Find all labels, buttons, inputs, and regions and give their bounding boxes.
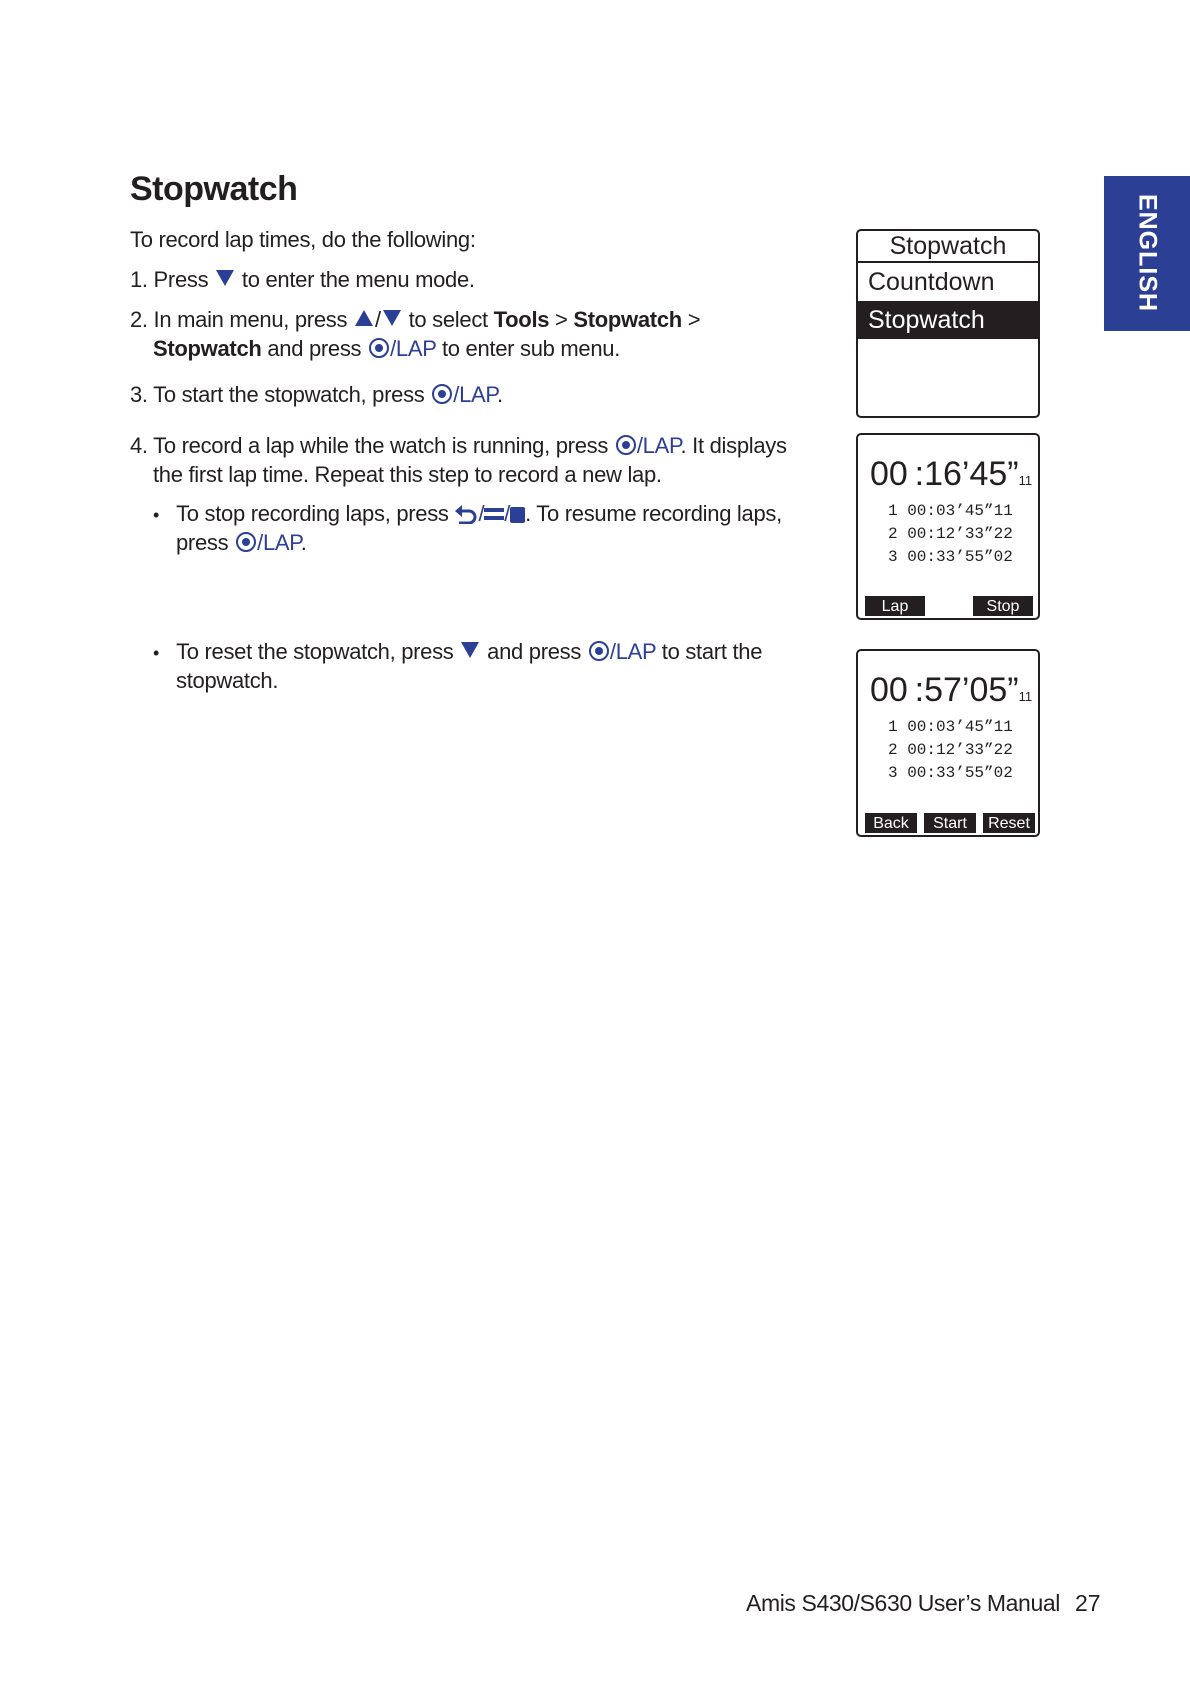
menu-item-stopwatch: Stopwatch [858,301,1038,339]
ok-circle-icon [369,338,389,358]
page-number: 27 [1075,1590,1101,1616]
softkey-stop: Stop [973,596,1033,616]
lap-label: LAP [262,530,301,555]
lap-row: 2 00:12’33”22 [888,525,1013,543]
step-3: 3. To start the stopwatch, press /LAP. [130,382,503,407]
ok-circle-icon [236,532,256,552]
menu-header: Stopwatch [858,231,1038,263]
bullet-2-line-2: stopwatch. [176,668,279,693]
step-2-line-1: 2. In main menu, press / to select Tools > Stopwatch > [130,307,701,332]
triangle-down-icon [216,270,234,286]
language-tab [1104,176,1190,331]
step-2-line-2: Stopwatch and press /LAP to enter sub menu. [153,336,621,361]
ok-circle-icon [589,641,609,661]
step-4-line-2: the first lap time. Repeat this step to record a new lap. [153,462,662,487]
bullet-1-line-1: • To stop recording laps, press / / . To resume recording laps, [153,501,782,526]
softkey-lap: Lap [865,596,925,616]
triangle-up-icon [355,310,373,326]
stop-square-icon [510,507,525,523]
ok-circle-icon [432,384,452,404]
softkey-back: Back [865,813,917,833]
lap-row: 1 00:03’45”11 [888,502,1013,520]
menu-icon [484,508,504,520]
elapsed-time: 00 :16’45”11 [870,455,1033,493]
language-tab-label: ENGLISH [1133,193,1162,313]
lap-row: 3 00:33’55”02 [888,764,1013,782]
triangle-down-icon [461,642,479,658]
running-screen [856,433,1040,620]
lap-list [858,716,1038,785]
stopped-screen [856,649,1040,837]
lap-label: LAP [615,639,656,664]
lap-label: LAP [459,382,497,407]
lap-list [858,500,1038,569]
lap-row: 2 00:12’33”22 [888,741,1013,759]
bullet-1-line-2: press /LAP. [176,530,307,555]
lap-label: LAP [642,433,681,458]
lap-row: 1 00:03’45”11 [888,718,1013,736]
step-4-line-1: 4. To record a lap while the watch is running, press /LAP. It displays [130,433,787,458]
intro-text: To record lap times, do the following: [130,227,476,252]
elapsed-time: 00 :57’05”11 [870,671,1033,709]
footer-manual-title: Amis S430/S630 User’s Manual [746,1590,1060,1616]
menu-item-countdown: Countdown [868,268,995,296]
menu-screen [856,229,1040,418]
bullet-2-line-1: • To reset the stopwatch, press and press /LAP to start the [153,639,763,664]
lap-label: LAP [395,336,437,361]
softkey-start: Start [924,813,976,833]
page-title: Stopwatch [130,170,298,208]
step-1: 1. Press to enter the menu mode. [130,267,475,292]
softkey-reset: Reset [983,813,1035,833]
back-arrow-icon [454,504,478,524]
triangle-down-icon [383,310,401,326]
lap-row: 3 00:33’55”02 [888,548,1013,566]
ok-circle-icon [616,435,636,455]
